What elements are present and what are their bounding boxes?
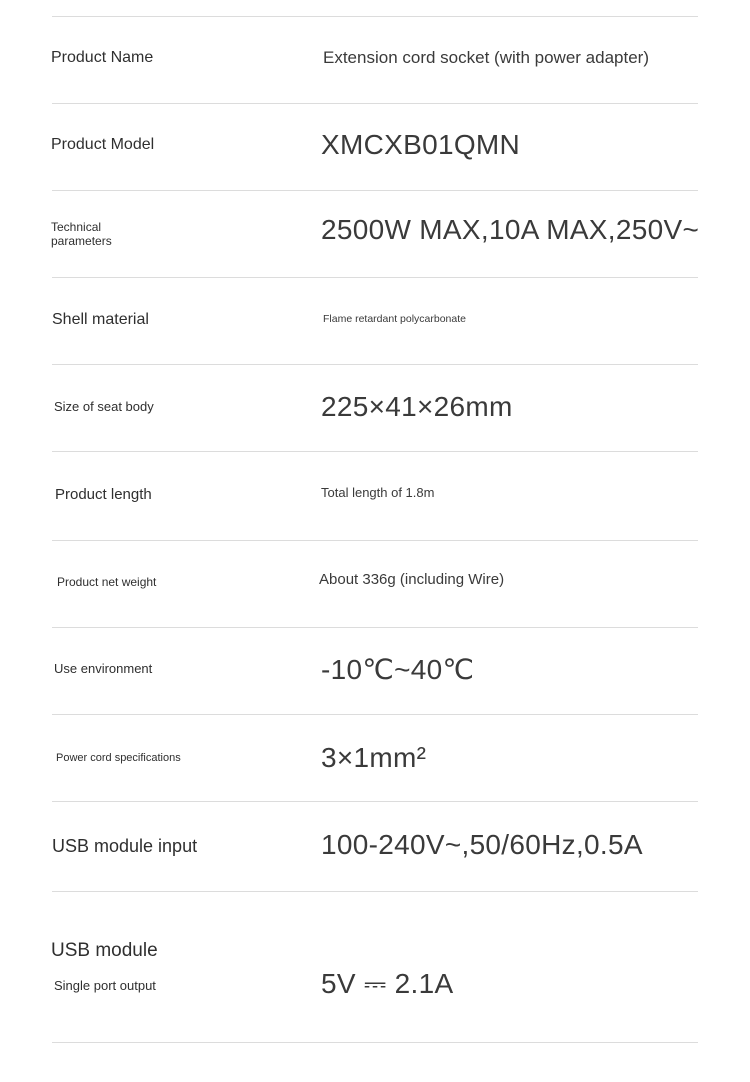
shell-material-label: Shell material	[52, 311, 149, 328]
row-divider	[52, 451, 698, 452]
row-divider	[52, 103, 698, 104]
product-length-value: Total length of 1.8m	[321, 485, 435, 500]
row-divider	[52, 1042, 698, 1043]
seat-body-size-label: Size of seat body	[54, 399, 154, 414]
technical-parameters-label	[51, 220, 112, 249]
usb-output-label-subtitle: Single port output	[54, 978, 156, 993]
row-divider	[52, 627, 698, 628]
row-divider	[52, 364, 698, 365]
row-divider	[52, 714, 698, 715]
row-divider	[52, 540, 698, 541]
product-model-label: Product Model	[51, 136, 155, 153]
row-divider	[52, 16, 698, 17]
product-name-label: Product Name	[51, 49, 154, 66]
net-weight-label: Product net weight	[57, 575, 157, 589]
technical-parameters-value: 2500W MAX,10A MAX,250V~	[321, 214, 700, 245]
technical-parameters-label-line2: parameters	[51, 234, 112, 249]
row-divider	[52, 801, 698, 802]
row-divider	[52, 891, 698, 892]
shell-material-value: Flame retardant polycarbonate	[323, 313, 466, 325]
usb-input-label: USB module input	[52, 836, 198, 856]
net-weight-value: About 336g (including Wire)	[319, 571, 505, 588]
usb-input-value: 100-240V~,50/60Hz,0.5A	[321, 829, 643, 860]
seat-body-size-value: 225×41×26mm	[321, 391, 513, 422]
power-cord-value: 3×1mm²	[321, 742, 427, 773]
technical-parameters-label-line1: Technical	[51, 220, 102, 234]
product-length-label: Product length	[55, 486, 152, 503]
usb-output-label-title: USB module	[51, 940, 158, 961]
power-cord-label: Power cord specifications	[56, 752, 181, 764]
use-environment-value: -10℃~40℃	[321, 654, 475, 685]
usb-output-value: 5V ⎓ 2.1A	[321, 968, 454, 999]
product-name-value: Extension cord socket (with power adapter)	[323, 48, 649, 67]
row-divider	[52, 277, 698, 278]
use-environment-label: Use environment	[54, 661, 153, 676]
row-divider	[52, 190, 698, 191]
product-model-value: XMCXB01QMN	[321, 129, 521, 160]
